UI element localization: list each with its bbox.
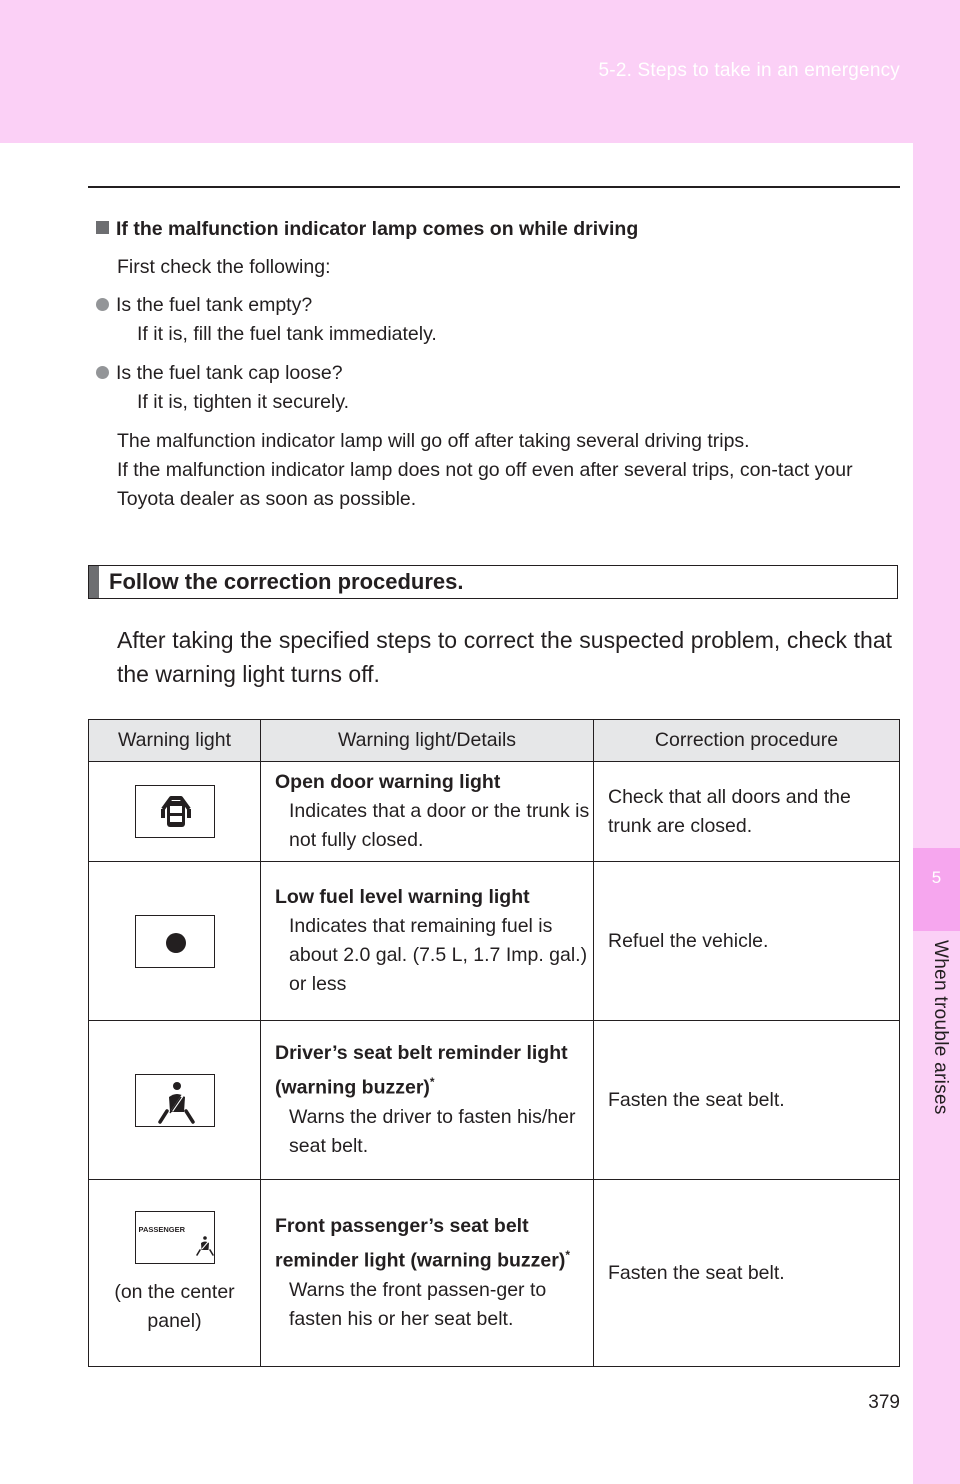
check-action: If it is, tighten it securely. <box>137 391 350 413</box>
correction-cell: Refuel the vehicle. <box>594 862 900 1021</box>
table-row <box>89 762 900 862</box>
intro-text: First check the following: <box>117 256 331 278</box>
fuel-icon <box>135 915 215 968</box>
warning-light-table <box>88 719 900 1367</box>
heading-bar <box>89 566 99 598</box>
chapter-label: When trouble arises <box>930 940 951 1115</box>
check-item: Is the fuel tank cap loose? <box>96 362 343 385</box>
square-bullet-icon <box>96 221 109 234</box>
correction-cell: Fasten the seat belt. <box>594 1021 900 1180</box>
passenger-seat-belt-icon <box>135 1211 215 1264</box>
warning-name: Front passenger’s seat belt reminder light (warning buzzer)* <box>275 1215 571 1272</box>
check-item: Is the fuel tank empty? <box>96 294 312 317</box>
table-row <box>89 1021 900 1180</box>
warning-name: Low fuel level warning light <box>275 886 530 908</box>
footnote-mark: * <box>429 1075 435 1090</box>
section-title: If the malfunction indicator lamp comes on while driving <box>96 218 638 241</box>
warning-name: Open door warning light <box>275 771 501 793</box>
icon-cell <box>89 862 261 1021</box>
procedure-heading: Follow the correction procedures. <box>88 565 898 599</box>
paragraph: The malfunction indicator lamp will go off after taking several driving trips. <box>117 430 750 452</box>
paragraph: If the malfunction indicator lamp does not go off even after several trips, con-tact your Toyota dealer as soon as possible. <box>117 459 853 510</box>
warning-details: Warns the driver to fasten his/her seat belt. <box>289 1105 576 1157</box>
bullet-icon <box>96 298 109 311</box>
bullet-icon <box>96 366 109 379</box>
side-tab <box>913 143 960 1484</box>
chapter-number: 5 <box>931 868 942 887</box>
chapter-number-tab <box>913 848 960 931</box>
running-header: 5-2. Steps to take in an emergency <box>598 60 900 81</box>
table-row <box>89 1180 900 1367</box>
details-cell <box>261 1021 594 1180</box>
icon-cell <box>89 1021 261 1180</box>
warning-details: Indicates that a door or the trunk is not fully closed. <box>289 800 590 851</box>
warning-details: Indicates that remaining fuel is about 2.0 gal. (7.5 L, 1.7 Imp. gal.) or less <box>289 915 588 995</box>
warning-name: Driver’s seat belt reminder light (warning buzzer)* <box>275 1042 568 1099</box>
table-row <box>89 862 900 1021</box>
warning-details: Warns the front passen-ger to fasten his or her seat belt. <box>289 1278 547 1330</box>
passenger-label: PASSENGER <box>138 1224 186 1234</box>
footnote-mark: * <box>565 1248 571 1263</box>
procedure-text: After taking the specified steps to correct the suspected problem, check that the warning light turns off. <box>117 627 892 687</box>
details-cell <box>261 762 594 862</box>
column-header: Correction procedure <box>594 720 900 762</box>
page-number: 379 <box>868 1392 900 1413</box>
open-door-icon <box>135 785 215 838</box>
details-cell <box>261 1180 594 1367</box>
icon-location-note: (on the center panel) <box>114 1280 235 1332</box>
icon-cell <box>89 1180 261 1367</box>
details-cell <box>261 862 594 1021</box>
correction-cell: Fasten the seat belt. <box>594 1180 900 1367</box>
check-action: If it is, fill the fuel tank immediately. <box>137 323 437 345</box>
table-header-row <box>89 720 900 762</box>
seat-belt-icon <box>135 1074 215 1127</box>
column-header: Warning light <box>89 720 261 762</box>
correction-cell: Check that all doors and the trunk are closed. <box>594 762 900 862</box>
divider <box>88 186 900 188</box>
icon-cell <box>89 762 261 862</box>
column-header: Warning light/Details <box>261 720 594 762</box>
